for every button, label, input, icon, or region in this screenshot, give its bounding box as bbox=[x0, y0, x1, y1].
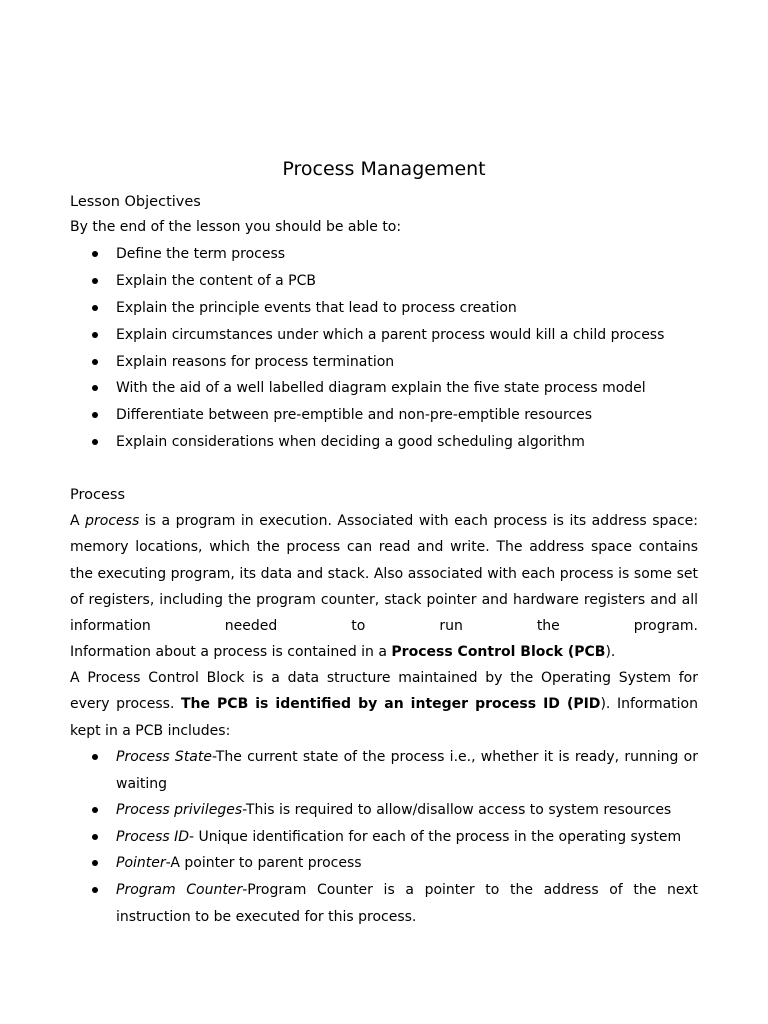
bullet-icon bbox=[92, 412, 98, 418]
list-item: Explain considerations when deciding a good scheduling algorithm bbox=[70, 432, 664, 459]
bullet-icon bbox=[92, 278, 98, 284]
process-definition-paragraph: A process is a program in execution. Associated with each process is its address space: memory locations, which the process can read and write. The address space contains the executing program, its data and stack. Also associated with each process is some set of registers, including the program counter, stack pointer and hardware registers and all information needed to run the program. bbox=[70, 513, 699, 635]
list-item: Process privileges-This is required to allow/disallow access to system resources bbox=[70, 797, 698, 824]
bullet-icon bbox=[92, 359, 98, 365]
list-item: Differentiate between pre-emptible and non-pre-emptible resources bbox=[70, 405, 664, 432]
objectives-heading: Lesson Objectives bbox=[70, 194, 201, 210]
bullet-icon bbox=[92, 754, 98, 760]
pcb-contents-list bbox=[70, 744, 698, 930]
list-item: Process ID- Unique identification for each of the process in the operating system bbox=[70, 824, 698, 851]
list-item: Pointer-A pointer to parent process bbox=[70, 850, 698, 877]
list-item: Program Counter-Program Counter is a pointer to the address of the next instruction to be executed for this process. bbox=[70, 877, 698, 930]
list-item: Explain circumstances under which a parent process would kill a child process bbox=[70, 325, 664, 352]
pcb-intro-paragraph: Information about a process is contained in a Process Control Block (PCB). bbox=[70, 644, 616, 660]
process-heading: Process bbox=[70, 487, 126, 503]
objectives-intro: By the end of the lesson you should be able to: bbox=[70, 219, 402, 235]
page-title: Process Management bbox=[282, 158, 486, 180]
bullet-icon bbox=[92, 251, 98, 257]
bullet-icon bbox=[92, 807, 98, 813]
bullet-icon bbox=[92, 385, 98, 391]
list-item: Define the term process bbox=[70, 244, 664, 271]
pcb-term: Process Control Block (PCB bbox=[391, 644, 606, 660]
list-item: Explain the content of a PCB bbox=[70, 271, 664, 298]
pcb-definition-paragraph: A Process Control Block is a data structure maintained by the Operating System for every process. The PCB is identified by an integer process ID (PID). Information kept in a PCB includes: bbox=[70, 670, 698, 739]
bullet-icon bbox=[92, 834, 98, 840]
pid-statement: The PCB is identified by an integer process ID (PID bbox=[181, 696, 601, 713]
bullet-icon bbox=[92, 439, 98, 445]
bullet-icon bbox=[92, 860, 98, 866]
list-item: Explain the principle events that lead to process creation bbox=[70, 298, 664, 325]
bullet-icon bbox=[92, 887, 98, 893]
bullet-icon bbox=[92, 332, 98, 338]
process-term: process bbox=[85, 513, 140, 529]
list-item: Explain reasons for process termination bbox=[70, 352, 664, 379]
list-item: Process State-The current state of the process i.e., whether it is ready, running or waiting bbox=[70, 744, 698, 797]
bullet-icon bbox=[92, 305, 98, 311]
objectives-list bbox=[70, 244, 664, 459]
list-item: With the aid of a well labelled diagram explain the five state process model bbox=[70, 378, 664, 405]
